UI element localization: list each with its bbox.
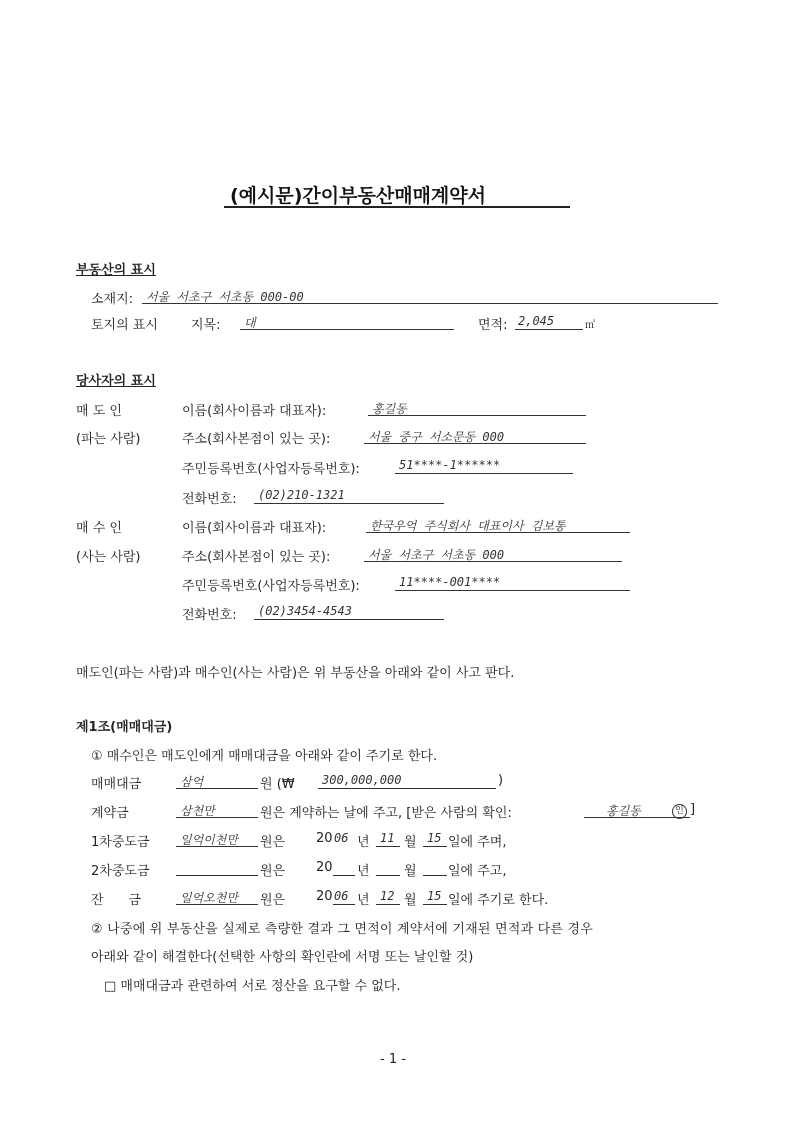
bal-month: 12: [380, 889, 395, 903]
buyer-address-label: 주소(회사본점이 있는 곳):: [182, 550, 331, 565]
seller-role: 매 도 인: [76, 404, 122, 419]
balance-handwritten: 일억오천만: [180, 891, 238, 905]
mid2-won: 원은: [260, 864, 286, 879]
mid1-year: 06: [334, 831, 349, 845]
seller-name-label: 이름(회사이름과 대표자):: [182, 404, 327, 419]
mid2-month-underline: [376, 860, 400, 876]
mid1-day: 15: [427, 831, 442, 845]
seller-id-label: 주민등록번호(사업자등록번호):: [182, 462, 360, 477]
seller-address-underline: [364, 428, 586, 444]
property-heading: 부동산의 표시: [76, 263, 156, 278]
buyer-role: 매 수 인: [76, 521, 122, 536]
category-underline: [240, 314, 454, 330]
area-label: 면적:: [478, 318, 508, 333]
seller-id-value: 51****-1******: [399, 458, 501, 472]
bal-year-unit: 년: [357, 893, 370, 908]
bal-year-prefix: 20: [316, 889, 333, 904]
clause2-line1: ② 나중에 위 부동산을 실제로 측량한 결과 그 면적이 계약서에 기재된 면적과 다른 경우: [91, 922, 593, 937]
address-label: 소재지:: [91, 292, 134, 307]
won-open: 원 (₩: [260, 777, 295, 792]
parties-heading: 당사자의 표시: [76, 374, 156, 389]
mid1-handwritten: 일억이천만: [180, 833, 238, 847]
bal-year: 06: [334, 889, 349, 903]
seller-role-sub: (파는 사람): [76, 432, 141, 447]
buyer-phone-value: (02)3454-4543: [258, 604, 352, 618]
buyer-id-underline: [395, 575, 630, 591]
buyer-name-label: 이름(회사이름과 대표자):: [182, 521, 327, 536]
total-number-underline: [318, 773, 496, 789]
mid1-month-unit: 월: [404, 835, 417, 850]
area-underline: [515, 314, 583, 330]
buyer-phone-underline: [254, 604, 444, 620]
page-number: - 1 -: [380, 1052, 406, 1067]
buyer-id-label: 주민등록번호(사업자등록번호):: [182, 579, 360, 594]
deposit-underline: [176, 802, 258, 818]
mid2-underline: [176, 860, 258, 876]
seal-icon: 인: [672, 804, 687, 819]
mid1-month: 11: [380, 831, 395, 845]
total-close-paren: ): [498, 773, 504, 788]
deposit-handwritten: 삼천만: [180, 804, 215, 818]
bal-day: 15: [427, 889, 442, 903]
seller-phone-underline: [254, 488, 444, 504]
mid1-month-underline: [376, 831, 400, 847]
seller-phone-label: 전화번호:: [182, 492, 237, 507]
buyer-name-value: 한국우억 주식회사 대표이사 김보통: [370, 519, 566, 533]
area-value: 2,045: [518, 314, 555, 328]
seller-address-value: 서울 중구 서소문동 000: [368, 430, 505, 444]
mid2-year-prefix: 20: [316, 860, 333, 875]
agreement-statement: 매도인(파는 사람)과 매수인(사는 사람)은 위 부동산을 아래와 같이 사고 판다.: [76, 666, 515, 681]
bal-tail: 일에 주기로 한다.: [448, 893, 549, 908]
mid2-day-underline: [423, 860, 447, 876]
land-label: 토지의 표시: [91, 318, 158, 333]
deposit-confirm: 홍길동: [606, 804, 641, 818]
total-handwritten: 삼억: [180, 775, 204, 789]
category-label: 지목:: [191, 318, 221, 333]
clause2-line2: 아래와 같이 해결한다(선택한 사항의 확인란에 서명 또는 날인할 것): [91, 950, 474, 965]
mid1-won: 원은: [260, 835, 286, 850]
total-label: 매매대금: [91, 777, 142, 792]
buyer-id-value: 11****-001****: [399, 575, 501, 589]
seller-name-underline: [368, 400, 586, 416]
balance-underline: [176, 889, 258, 905]
bal-day-underline: [423, 889, 447, 905]
area-unit: ㎡: [585, 320, 595, 331]
deposit-label: 계약금: [91, 806, 129, 821]
mid2-year-unit: 년: [357, 864, 370, 879]
mid1-tail: 일에 주며,: [448, 835, 507, 850]
address-value: 서울 서초구 서초동 000-00: [146, 290, 304, 304]
document-title: (예시문)간이부동산매매계약서: [230, 185, 486, 207]
buyer-role-sub: (사는 사람): [76, 550, 141, 565]
title-underline: [224, 206, 570, 208]
seller-address-label: 주소(회사본점이 있는 곳):: [182, 432, 331, 447]
bal-year-underline: [333, 889, 355, 905]
mid1-year-unit: 년: [357, 835, 370, 850]
balance-label: 잔 금: [91, 893, 141, 908]
seller-name-value: 홍길동: [372, 402, 407, 416]
total-number: 300,000,000: [322, 773, 402, 787]
buyer-address-value: 서울 서초구 서초동 000: [368, 548, 505, 562]
seller-phone-value: (02)210-1321: [258, 488, 345, 502]
mid1-day-underline: [423, 831, 447, 847]
mid2-tail: 일에 주고,: [448, 864, 507, 879]
mid2-label: 2차중도금: [91, 864, 150, 879]
balance-won: 원은: [260, 893, 286, 908]
address-underline: [142, 288, 718, 304]
mid2-year-underline: [333, 860, 355, 876]
buyer-name-underline: [366, 517, 630, 533]
deposit-text: 원은 계약하는 날에 주고, [받은 사람의 확인:: [260, 806, 512, 821]
bal-month-underline: [376, 889, 400, 905]
seller-id-underline: [395, 458, 573, 474]
category-value: 대: [244, 316, 256, 330]
buyer-phone-label: 전화번호:: [182, 608, 237, 623]
option1-checkbox-item[interactable]: □ 매매대금과 관련하여 서로 정산을 요구할 수 없다.: [104, 979, 401, 994]
mid1-year-prefix: 20: [316, 831, 333, 846]
mid1-label: 1차중도금: [91, 835, 150, 850]
deposit-close-bracket: ]: [690, 802, 696, 817]
mid2-month-unit: 월: [404, 864, 417, 879]
mid1-underline: [176, 831, 258, 847]
article1-heading: 제1조(매매대금): [76, 720, 173, 735]
total-underline: [176, 773, 258, 789]
clause1-text: ① 매수인은 매도인에게 매매대금을 아래와 같이 주기로 한다.: [91, 749, 438, 764]
buyer-address-underline: [364, 546, 622, 562]
bal-month-unit: 월: [404, 893, 417, 908]
seal-mark: [672, 802, 687, 819]
